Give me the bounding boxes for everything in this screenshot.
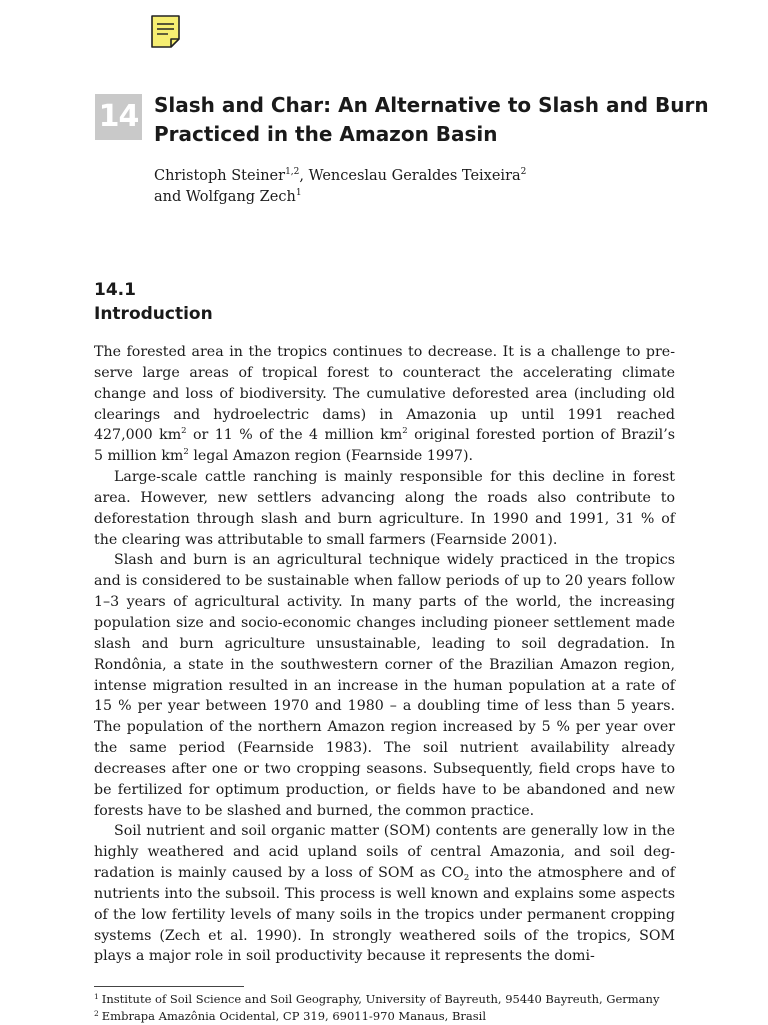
author-separator: and (154, 189, 186, 205)
paragraph: The forested area in the tropics continues to decrease. It is a challenge to preserve large areas of tropical forest to counteract the accelerating climate change and loss of biodiversity. The cumulative deforested area (including old clearings and hydroelectric dams) in Amazonia up until 1991 reached 427,000 $km^2$ or 11 % of the 4 million $km^2$ original forested portion of Brazil’s 5 million $km^2$ legal Amazon region (Fearnside 1997). (94, 344, 676, 465)
section-title: Introduction (94, 304, 213, 324)
author-list (154, 166, 714, 208)
author-name: Wolfgang Zech (185, 189, 296, 205)
author-affiliation-mark: 2 (520, 167, 527, 177)
paragraph: Slash and burn is an agricultural technique widely practiced in the tropics and is considered to be sustainable when fallow periods of up to 20 years follow 1–3 years of agricultural activity. In many parts of the world, the increasing population size and socio-economic changes including pioneer settlement made slash and burn agriculture unsustainable, leading to soil degradation. In Rondônia, a state in the southwestern corner of the Brazilian Amazon region, intense migration resulted in an increase in the human population at a rate of 15 % per year between 1970 and 1980 – a doubling time of less than 5 years. The population of the northern Amazon region increased by 5 % per year over the same period (Fearnside 1983). The soil nutrient availability already decreases after one or two cropping seasons. Subsequently, field crops have to be fertilized for optimum production, or fields have to be abandoned and new forests have to be slashed and burned, the common practice. (94, 552, 675, 819)
body-text (94, 342, 675, 967)
paragraph: Large-scale cattle ranching is mainly responsible for this decline in forest area. However, new settlers advancing along the roads also contribute to deforestation through slash and burn agriculture. In 1990 and 1991, 31 % of the clearing was attributable to small farmers (Fearnside 2001). (94, 469, 675, 548)
author-name: Christoph Steiner (154, 168, 286, 184)
section-number: 14.1 (94, 280, 136, 300)
author-affiliation-mark: 1 (295, 188, 302, 198)
author-name: Wenceslau Geraldes Teixeira (308, 168, 521, 184)
chapter-number: 14 (95, 94, 142, 140)
author-separator: , (299, 168, 309, 184)
footnote: $^2$ Embrapa Amazônia Ocidental, CP 319, 69011-970 Manaus, Brasil (94, 1009, 487, 1023)
paragraph: Soil nutrient and soil organic matter (SOM) contents are generally low in the highly weathered and acid upland soils of central Amazonia, and soil degradation is mainly caused by a loss of SOM as $CO_2$ into the atmosphere and of nutrients into the subsoil. This process is well known and explains some aspects of the low fertility levels of many soils in the tropics under permanent cropping systems (Zech et al. 1990). In strongly weathered soils of the tropics, SOM plays a major role in soil productivity because it represents the domi- (94, 823, 675, 965)
sticky-note-icon[interactable] (150, 14, 182, 50)
footnote-divider (94, 986, 244, 987)
footnote: $^1$ Institute of Soil Science and Soil Geography, University of Bayreuth, 95440 Bayreuth, Germany (94, 992, 660, 1006)
footnotes (94, 991, 694, 1025)
author-affiliation-mark: 1,2 (285, 167, 300, 177)
chapter-title: Slash and Char: An Alternative to Slash and Burn Practiced in the Amazon Basin (154, 93, 709, 146)
